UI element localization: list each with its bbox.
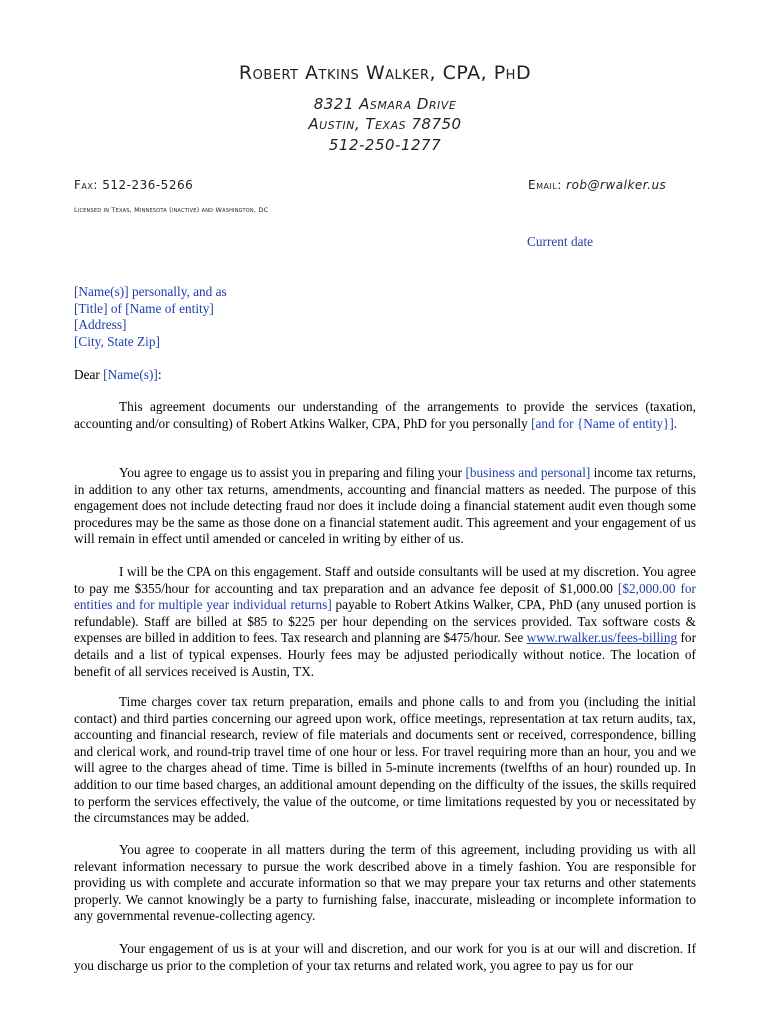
p3-text-a: I will be the CPA on this engagement. Staff and outside consultants will be used at my discretion. You agree to pay me $355/hour for accounting and tax preparation and an advance fee deposit of $1,000.00 bbox=[74, 564, 696, 596]
paragraph-time-charges: Time charges cover tax return preparation, emails and phone calls to and from you (including the initial contact) and third parties concerning our agreed upon work, office meetings, representation at tax return audits, tax, accounting and financial research, review of file materials and documents sent or received, correspondence, billing and clerical work, and round-trip travel time of one hour or less. For travel requiring more than an hour, you and we will agree to the charges ahead of time. Time is billed in 5-minute increments (twelfths of an hour) rounded up. In addition to our time based charges, an additional amount depending on the difficulty of the issues, the skills required to perform the services effectively, the value of the outcome, or time limitations requested by you or necessitated by the circumstances may be added. bbox=[74, 694, 696, 826]
paragraph-agreement bbox=[74, 399, 696, 432]
paragraph-cooperation: You agree to cooperate in all matters during the term of this agreement, including providing us with all relevant information necessary to pursue the work described above in a timely fashion. You are responsible for providing us with complete and accurate information so that we may prepare your tax returns and other statements properly. We cannot knowingly be a party to furnishing false, inaccurate, misleading or incomplete information to any governmental revenue-collecting agency. bbox=[74, 842, 696, 924]
paragraph-fees bbox=[74, 564, 696, 680]
p3-text-c: payable to Robert Atkins Walker, CPA, PhD (any unused portion is refundable). Staff are billed at $85 to $225 per hour depending on the services provided. Tax software costs & expenses are billed in addition to fees. Tax research and planning are $475/hour. See bbox=[74, 597, 696, 646]
license-line: Licensed in Texas, Minnesota (inactive) and Washington, DC bbox=[74, 206, 269, 214]
letterhead-phone: 512-250-1277 bbox=[328, 136, 442, 154]
salutation-dear: Dear bbox=[74, 367, 104, 382]
p1-text: This agreement documents our understanding of the arrangements to provide the services (taxation, accounting and/or consulting) of Robert Atkins Walker, CPA, PhD for you personally bbox=[74, 399, 696, 431]
p1-end: . bbox=[673, 415, 678, 431]
recipient-block bbox=[74, 284, 227, 350]
fees-billing-link[interactable]: www.rwalker.us/fees-billing bbox=[526, 630, 678, 646]
p2-text-c: income tax returns, in addition to any other tax returns, amendments, accounting and financial matters as needed. The purpose of this engagement does not include detecting fraud nor does it include doing a financial statement audit even though some procedures may be the same as those done on a financial statement audit. This agreement and your engagement of us will remain in effect until amended or canceled in writing by either of us. bbox=[74, 465, 696, 547]
paragraph-engagement bbox=[74, 465, 696, 548]
letterhead-city: Austin, Texas 78750 bbox=[308, 115, 462, 133]
letterhead-name: Robert Atkins Walker, CPA, PhD bbox=[238, 62, 532, 84]
recipient-line: [Title] of [Name of entity] bbox=[74, 300, 214, 316]
recipient-line: [City, State Zip] bbox=[74, 333, 160, 349]
salutation-colon: : bbox=[157, 367, 162, 382]
paragraph-discretion: Your engagement of us is at your will and discretion, and our work for you is at our will and discretion. If you discharge us prior to the completion of your tax returns and related work, you agree to pay us for our bbox=[74, 941, 696, 973]
p2-text-a: You agree to engage us to assist you in preparing and filing your bbox=[119, 465, 466, 480]
p2-placeholder: [business and personal] bbox=[465, 465, 591, 480]
email-label: Email: bbox=[528, 178, 567, 192]
salutation bbox=[74, 367, 162, 384]
letterhead-fax: Fax: 512-236-5266 bbox=[74, 178, 194, 192]
letterhead-street: 8321 Asmara Drive bbox=[313, 95, 457, 113]
p1-entity-placeholder: [and for {Name of entity}] bbox=[531, 415, 674, 431]
p3-placeholder: [$2,000.00 for entities and for multiple year individual returns] bbox=[74, 580, 696, 613]
letterhead-email-line bbox=[528, 178, 666, 192]
p3-text-d: for details and a list of typical expenses. Hourly fees may be adjusted periodically without notice. The location of benefit of all services received is Austin, TX. bbox=[74, 630, 696, 679]
letter-date: Current date bbox=[527, 234, 594, 249]
salutation-names: [Name(s)] bbox=[103, 367, 158, 382]
recipient-line: [Address] bbox=[74, 317, 127, 333]
recipient-line: [Name(s)] personally, and as bbox=[74, 284, 227, 299]
email-address: rob@rwalker.us bbox=[566, 178, 667, 192]
